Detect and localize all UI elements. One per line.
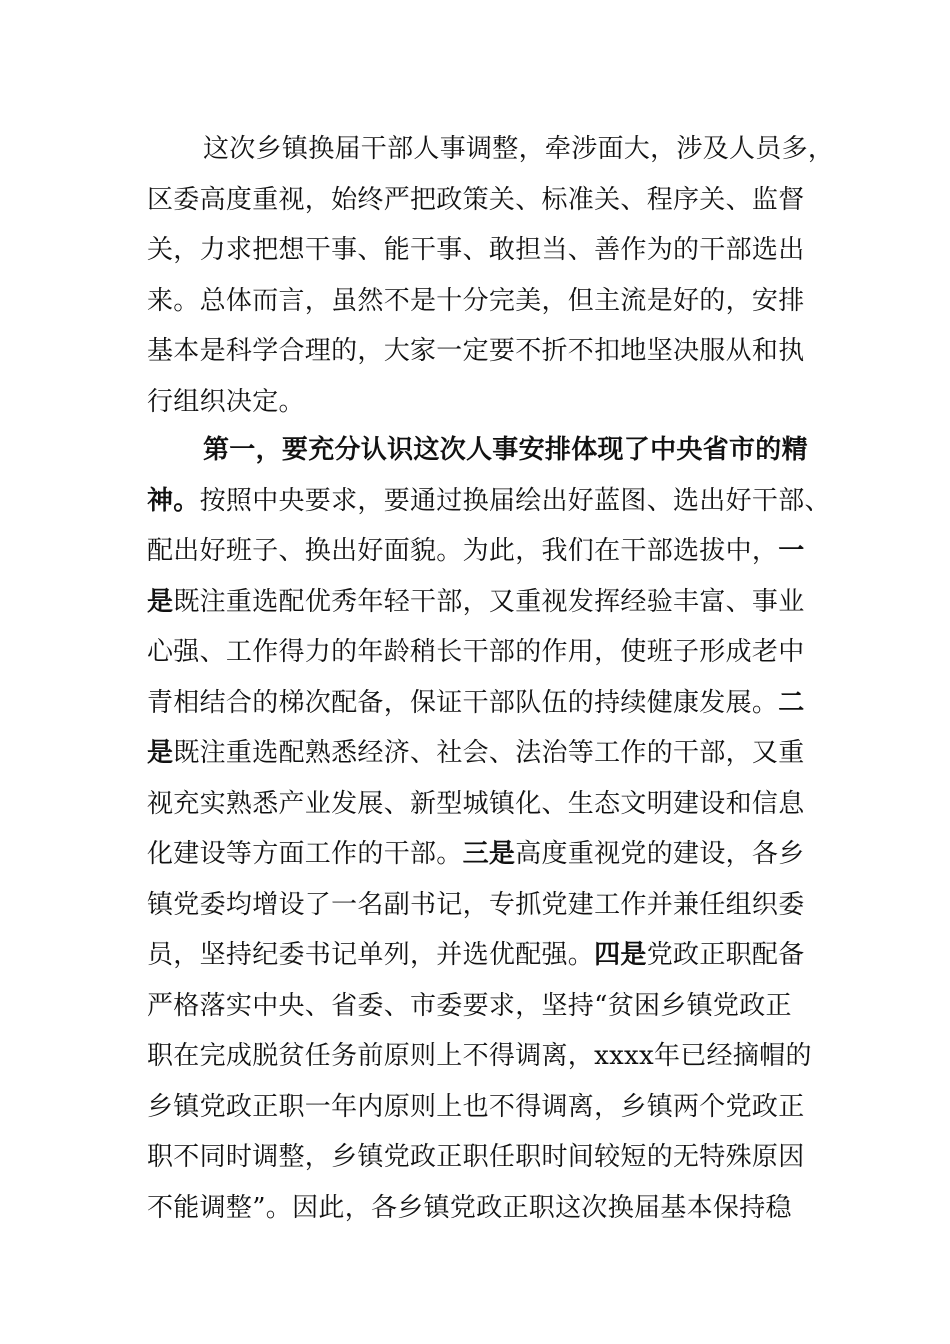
text-run: 化建设等方面工作的干部。: [147, 839, 463, 869]
text-run: 配出好班子、换出好面貌。为此，我们在干部选拔中，: [147, 536, 779, 566]
text-line: 来。总体而言，虽然不是十分完美，但主流是好的，安排: [147, 285, 805, 316]
text-line: 这次乡镇换届干部人事调整，牵涉面大，涉及人员多，: [203, 134, 835, 164]
paragraph-2: [147, 425, 831, 1233]
text-run: 按照中央要求，要通过换届绘出好蓝图、选出好干部、: [199, 485, 831, 516]
text-line: [147, 425, 827, 476]
text-line: 镇党委均增设了一名副书记，专抓党建工作并兼任组织委: [147, 889, 805, 920]
list-marker-1: 一: [778, 536, 805, 566]
text-line: [147, 829, 827, 880]
text-run: 既注重选配优秀年轻干部，又重视发挥经验丰富、事业: [173, 586, 805, 617]
text-line: 行组织决定。: [147, 386, 305, 417]
list-marker-1-end: 是: [147, 586, 174, 617]
text-line: 心强、工作得力的年龄稍长干部的作用，使班子形成老中: [147, 637, 805, 667]
text-line: 视充实熟悉产业发展、新型城镇化、生态文明建设和信息: [147, 788, 805, 819]
text-line: 不能调整”。因此，各乡镇党政正职这次换届基本保持稳: [147, 1192, 792, 1223]
text-line: [147, 678, 827, 729]
text-line: [147, 476, 831, 527]
text-line: [147, 526, 827, 577]
text-run: 既注重选配熟悉经济、社会、法治等工作的干部，又重: [173, 738, 805, 768]
text-run: 员，坚持纪委书记单列，并选优配强。: [147, 940, 595, 970]
text-run: 党政正职配备: [646, 940, 805, 970]
text-line: [147, 728, 827, 779]
section-heading: 第一，要充分认识这次人事安排体现了中央省市的精: [203, 435, 808, 465]
text-line: 严格落实中央、省委、市委要求，坚持“贫困乡镇党政正: [147, 990, 792, 1021]
text-run: 青相结合的梯次配备，保证干部队伍的持续健康发展。: [147, 687, 779, 718]
text-line: 基本是科学合理的，大家一定要不折不扣地坚决服从和执: [147, 336, 805, 366]
text-line: 职在完成脱贫任务前原则上不得调离，xxxx年已经摘帽的: [147, 1041, 812, 1071]
paragraph-1: [147, 124, 835, 427]
text-line: 职不同时调整，乡镇党政正职任职时间较短的无特殊原因: [147, 1142, 805, 1172]
list-marker-2: 二: [778, 687, 805, 718]
list-marker-2-end: 是: [147, 738, 174, 768]
section-heading-end: 神。: [147, 485, 200, 516]
text-line: [147, 577, 827, 628]
text-line: 关，力求把想干事、能干事、敢担当、善作为的干部选出: [147, 235, 805, 265]
text-line: 乡镇党政正职一年内原则上也不得调离，乡镇两个党政正: [147, 1091, 805, 1122]
text-line: 区委高度重视，始终严把政策关、标准关、程序关、监督: [147, 184, 805, 215]
list-marker-4: 四是: [594, 940, 647, 970]
list-marker-3: 三是: [462, 839, 516, 869]
text-run: 高度重视党的建设，各乡: [515, 839, 805, 869]
text-line: [147, 930, 827, 981]
